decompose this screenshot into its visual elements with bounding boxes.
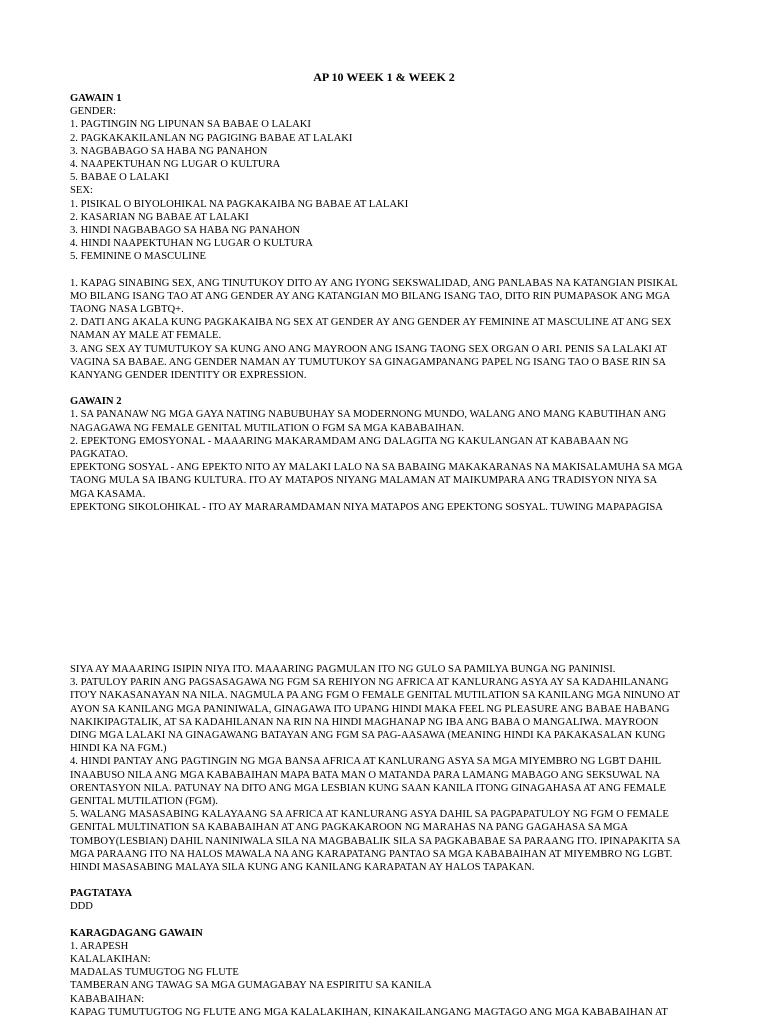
text-line: PAGKATAO. xyxy=(70,449,128,461)
blank-line xyxy=(70,874,700,887)
text-line: VAGINA SA BABAE. ANG GENDER NAMAN AY TUMUTUKOY SA GINAGAMPANANG PAPEL NG ISANG TAO O BASE RIN SA xyxy=(70,356,666,368)
text-line: 2. KASARIAN NG BABAE AT LALAKI xyxy=(70,211,249,223)
text-line: SIYA AY MAAARING ISIPIN NIYA ITO. MAAARING PAGMULAN ITO NG GULO SA PAMILYA BUNGA NG PANINISI. xyxy=(70,664,616,675)
text-line: 3. PATULOY PARIN ANG PAGSASAGAWA NG FGM SA REHIYON NG AFRICA AT KANLURANG ASYA AY SA KADAHILANANG xyxy=(70,677,669,689)
blank-line xyxy=(70,382,700,395)
text-line: HINDI MASASABING MALAYA SILA KUNG ANG KANILANG KARAPATAN AY HALOS TAPAKAN. xyxy=(70,862,535,874)
content-block-bottom xyxy=(70,663,700,1019)
text-line: 1. SA PANANAW NG MGA GAYA NATING NABUBUHAY SA MODERNONG MUNDO, WALANG ANO MANG KABUTIHAN ANG xyxy=(70,409,667,421)
blank-line xyxy=(70,914,700,927)
section-heading: GAWAIN 1 xyxy=(70,93,122,104)
text-line: 5. BABAE O LALAKI xyxy=(70,172,169,184)
text-line: ORENTASYON NILA. PATUNAY NA DITO ANG MGA LESBIAN KUNG SAAN KANILA ITONG GINAGAHASA AT ANG FEMALE xyxy=(70,782,666,794)
text-line: 2. EPEKTONG EMOSYONAL - MAAARING MAKARAMDAM ANG DALAGITA NG KAKULANGAN AT KABABAAN NG xyxy=(70,435,629,447)
text-line: DDD xyxy=(70,901,93,913)
section-heading: KARAGDAGANG GAWAIN xyxy=(70,927,203,939)
text-line: 1. PISIKAL O BIYOLOHIKAL NA PAGKAKAIBA NG BABAE AT LALAKI xyxy=(70,198,409,210)
text-line: KALALAKIHAN: xyxy=(70,954,151,966)
text-line: AYON SA KANILANG MGA PANINIWALA, GINAGAWA ITO UPANG HINDI MAKA FEEL NG PLEASURE ANG BABAE HABANG xyxy=(70,703,670,715)
text-line: 4. HINDI PANTAY ANG PAGTINGIN NG MGA BANSA AFRICA AT KANLURANG ASYA SA MGA MIYEMBRO NG LGBT DAHIL xyxy=(70,756,662,768)
text-line: 3. NAGBABAGO SA HABA NG PANAHON xyxy=(70,145,268,157)
text-line: HINDI KA NA FGM.) xyxy=(70,743,167,755)
text-line: NAGAGAWA NG FEMALE GENITAL MUTILATION O FGM SA MGA KABABAIHAN. xyxy=(70,422,464,434)
text-line: EPEKTONG SOSYAL - ANG EPEKTO NITO AY MALAKI LALO NA SA BABAING MAKAKARANAS NA MAKISALAMUHA SA MGA xyxy=(70,462,683,474)
page-title: AP 10 WEEK 1 & WEEK 2 xyxy=(313,70,455,84)
text-line: ITO'Y NAKASANAYAN NA NILA. NAGMULA PA ANG FGM O FEMALE GENITAL MUTILATION SA KANILANG MGA NINUNO AT xyxy=(70,690,680,702)
text-line: 1. ARAPESH xyxy=(70,940,129,952)
text-line: 1. PAGTINGIN NG LIPUNAN SA BABAE O LALAKI xyxy=(70,119,311,131)
text-line: 2. DATI ANG AKALA KUNG PAGKAKAIBA NG SEX AT GENDER AY ANG GENDER AY FEMININE AT MASCULINE AT ANG SEX xyxy=(70,317,672,329)
text-line: 4. NAAPEKTUHAN NG LUGAR O KULTURA xyxy=(70,159,281,171)
text-line: KANYANG GENDER IDENTITY OR EXPRESSION. xyxy=(70,370,307,382)
text-line: GENITAL MUTILATION (FGM). xyxy=(70,796,218,808)
text-line: EPEKTONG SIKOLOHIKAL - ITO AY MARARAMDAMAN NIYA MATAPOS ANG EPEKTONG SOSYAL. TUWING MAPAPAGISA xyxy=(70,501,663,513)
text-line: 3. HINDI NAGBABAGO SA HABA NG PANAHON xyxy=(70,225,301,237)
text-line: TAONG NASA LGBTQ+. xyxy=(70,304,184,316)
text-line: 5. WALANG MASASABING KALAYAANG SA AFRICA AT KANLURANG ASYA DAHIL SA PAGPAPATULOY NG FGM O FEMALE xyxy=(70,809,669,821)
text-line: TAONG MULA SA IBANG KULTURA. ITO AY MATAPOS NIYANG MALAMAN AT MAIKUMPARA ANG TRADISYON NIYA SA xyxy=(70,475,658,487)
text-line: 3. ANG SEX AY TUMUTUKOY SA KUNG ANO ANG MAYROON ANG ISANG TAONG SEX ORGAN O ARI. PENIS SA LALAKI AT xyxy=(70,343,667,355)
text-line: 2. PAGKAKAKILANLAN NG PAGIGING BABAE AT LALAKI xyxy=(70,132,353,144)
text-line: 4. HINDI NAAPEKTUHAN NG LUGAR O KULTURA xyxy=(70,238,313,250)
text-line: KAPAG TUMUTUGTOG NG FLUTE ANG MGA KALALAKIHAN, KINAKAILANGANG MAGTAGO ANG MGA KABABAIHAN AT xyxy=(70,1006,668,1018)
text-line: TOMBOY(LESBIAN) DAHIL NANINIWALA SILA NA MAGBABALIK SILA SA PAGKABABAE SA PARAANG ITO. IPINAPAKITA SA xyxy=(70,835,681,847)
content-block-top xyxy=(70,92,700,514)
text-line: MO BILANG ISANG TAO AT ANG GENDER AY ANG KATANGIAN MO BILANG ISANG TAO, DITO RIN PUMAPASOK ANG MGA xyxy=(70,290,671,302)
text-line: TAMBERAN ANG TAWAG SA MGA GUMAGABAY NA ESPIRITU SA KANILA xyxy=(70,980,432,992)
text-line: 5. FEMININE O MASCULINE xyxy=(70,251,206,263)
text-line: GENDER: xyxy=(70,106,116,118)
text-line: DING MGA LALAKI NA GINAGAWANG BATAYAN ANG FGM SA PAG-AASAWA (MEANING HINDI KA PAKAKASALAN KUNG xyxy=(70,730,666,742)
text-line: MADALAS TUMUGTOG NG FLUTE xyxy=(70,967,239,979)
text-line: SEX: xyxy=(70,185,93,197)
text-line: MGA PARAANG ITO NA HALOS MAWALA NA ANG KARAPATANG PANTAO SA MGA KABABAIHAN AT MIYEMBRO NG LGBT. xyxy=(70,848,673,860)
text-line: INAABUSO NILA ANG MGA KABABAIHAN MAPA BATA MAN O MATANDA PARA LAMANG MABAGO ANG SEKSUWAL NA xyxy=(70,769,661,781)
text-line: 1. KAPAG SINABING SEX, ANG TINUTUKOY DITO AY ANG IYONG SEKSWALIDAD, ANG PANLABAS NA KATANGIAN PISIKAL xyxy=(70,277,678,289)
text-line: GENITAL MULTINATION SA KABABAIHAN AT ANG PAGKAKAROON NG MARAHAS NA PANG GAGAHASA SA MGA xyxy=(70,822,629,834)
blank-line xyxy=(70,264,700,277)
text-line: KABABAIHAN: xyxy=(70,993,145,1005)
text-line: NAKIKIPAGTALIK, AT SA KADAHILANAN NA RIN NA HINDI MAGHANAP NG IBA ANG BABA O MANGALIWA. MAYROON xyxy=(70,716,659,728)
text-line: NAMAN AY MALE AT FEMALE. xyxy=(70,330,222,342)
section-heading: PAGTATAYA xyxy=(70,888,133,900)
text-line: MGA KASAMA. xyxy=(70,488,146,500)
section-heading: GAWAIN 2 xyxy=(70,396,122,408)
